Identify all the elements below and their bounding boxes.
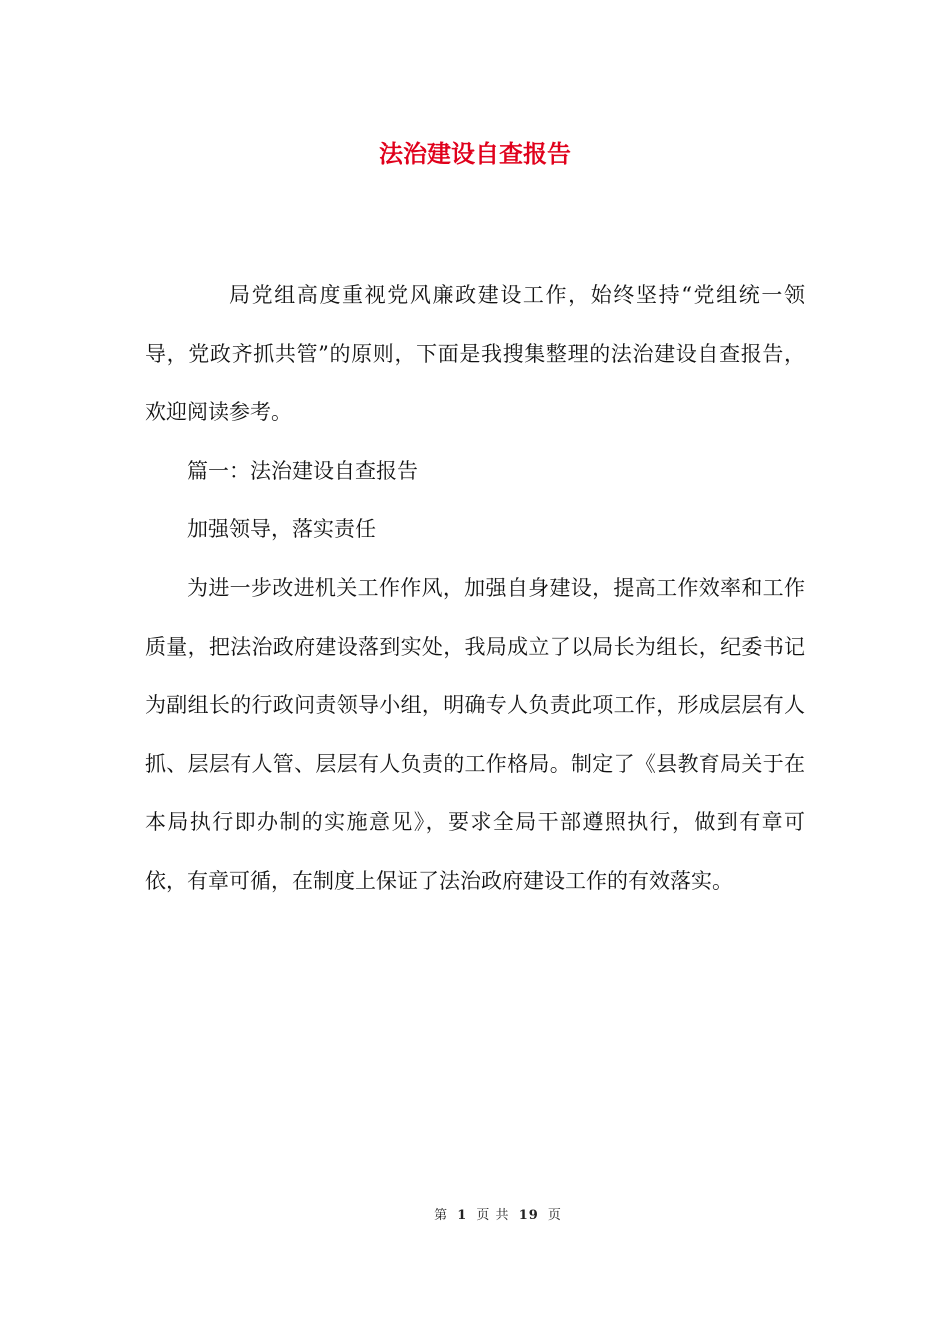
intro-paragraph: 局党组高度重视党风廉政建设工作，始终坚持“党组统一领导，党政齐抓共管”的原则，下面是我搜集整理的法治建设自查报告，欢迎阅读参考。: [145, 283, 805, 425]
subsection-heading: 加强领导，落实责任: [187, 517, 376, 542]
body-paragraph: 为进一步改进机关工作作风，加强自身建设，提高工作效率和工作质量，把法治政府建设落到实处，我局成立了以局长为组长，纪委书记为副组长的行政问责领导小组，明确专人负责此项工作，形成层层有人抓、层层有人管、层层有人负责的工作格局。制定了《县教育局关于在本局执行即办制的实施意见》，要求全局干部遵照执行，做到有章可依，有章可循，在制度上保证了法治政府建设工作的有效落实。: [145, 575, 805, 893]
footer-total-pages: 19: [518, 1208, 539, 1223]
footer-page-number: 1: [457, 1208, 468, 1223]
document-title: 法治建设自查报告: [379, 139, 571, 168]
page-footer: [0, 1206, 950, 1226]
document-body: [145, 266, 805, 911]
section-heading: 篇一：法治建设自查报告: [187, 458, 418, 483]
footer-suffix: 页: [547, 1208, 562, 1223]
footer-middle: 页 共: [476, 1208, 510, 1223]
footer-prefix: 第: [434, 1208, 449, 1223]
